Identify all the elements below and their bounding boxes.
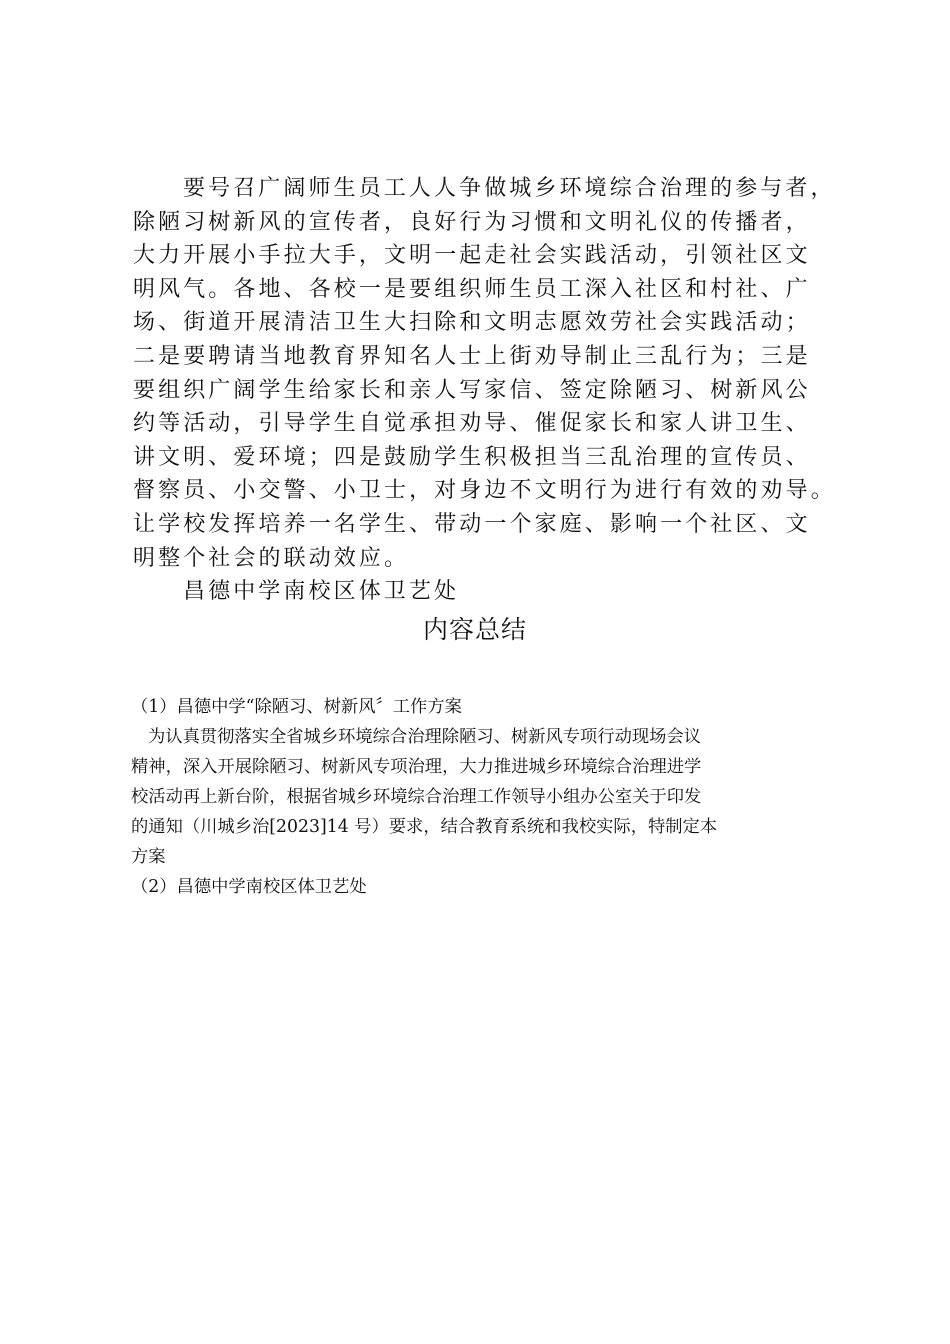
text-line: 督察员、小交警、小卫士，对身边不文明行为进行有效的劝导。 — [133, 478, 836, 504]
signature: 昌德中学南校区体卫艺处 — [183, 579, 460, 605]
summary-item-title: （1）昌德中学“除陋习、树新风〞工作方案 — [131, 697, 462, 717]
summary-line: 校活动再上新台阶，根据省城乡环境综合治理工作领导小组办公室关于印发 — [131, 787, 702, 807]
summary-section — [131, 692, 831, 902]
text-line: 场、街道开展清洁卫生大扫除和文明志愿效劳社会实践活动； — [133, 310, 811, 336]
text-line: 要组织广阔学生给家长和亲人写家信、签定除陋习、树新风公 — [133, 377, 811, 403]
text-line: 要号召广阔师生员工人人争做城乡环境综合治理的参与者， — [183, 176, 836, 201]
summary-item-2: （2）昌德中学南校区体卫艺处 — [131, 877, 367, 897]
text-line: 大力开展小手拉大手，文明一起走社会实践活动，引领社区文 — [133, 243, 811, 269]
text-line: 二是要聘请当地教育界知名人士上街劝导制止三乱行为；三是 — [133, 343, 811, 369]
text-line: 明风气。各地、各校一是要组织师生员工深入社区和村社、广 — [133, 276, 811, 302]
text-line: 约等活动，引导学生自觉承担劝导、催促家长和家人讲卫生、 — [133, 411, 811, 437]
summary-line: 为认真贯彻落实全省城乡环境综合治理除陋习、树新风专项行动现场会议 — [148, 727, 702, 747]
text-line: 除陋习树新风的宣传者，良好行为习惯和文明礼仪的传播者， — [133, 209, 811, 235]
main-paragraph — [133, 172, 839, 609]
summary-title: 内容总结 — [422, 615, 527, 644]
text-line: 让学校发挥培养一名学生、带动一个家庭、影响一个社区、文 — [133, 511, 811, 537]
summary-line: 的通知（川城乡治[2023]14 号）要求，结合教育系统和我校实际，特制定本 — [131, 817, 718, 837]
text-line: 明整个社会的联动效应。 — [133, 545, 410, 571]
summary-line: 精神，深入开展除陋习、树新风专项治理，大力推进城乡环境综合治理进学 — [131, 757, 702, 777]
summary-line: 方案 — [131, 847, 166, 867]
text-line: 讲文明、爱环境；四是鼓励学生积极担当三乱治理的宣传员、 — [133, 444, 811, 470]
